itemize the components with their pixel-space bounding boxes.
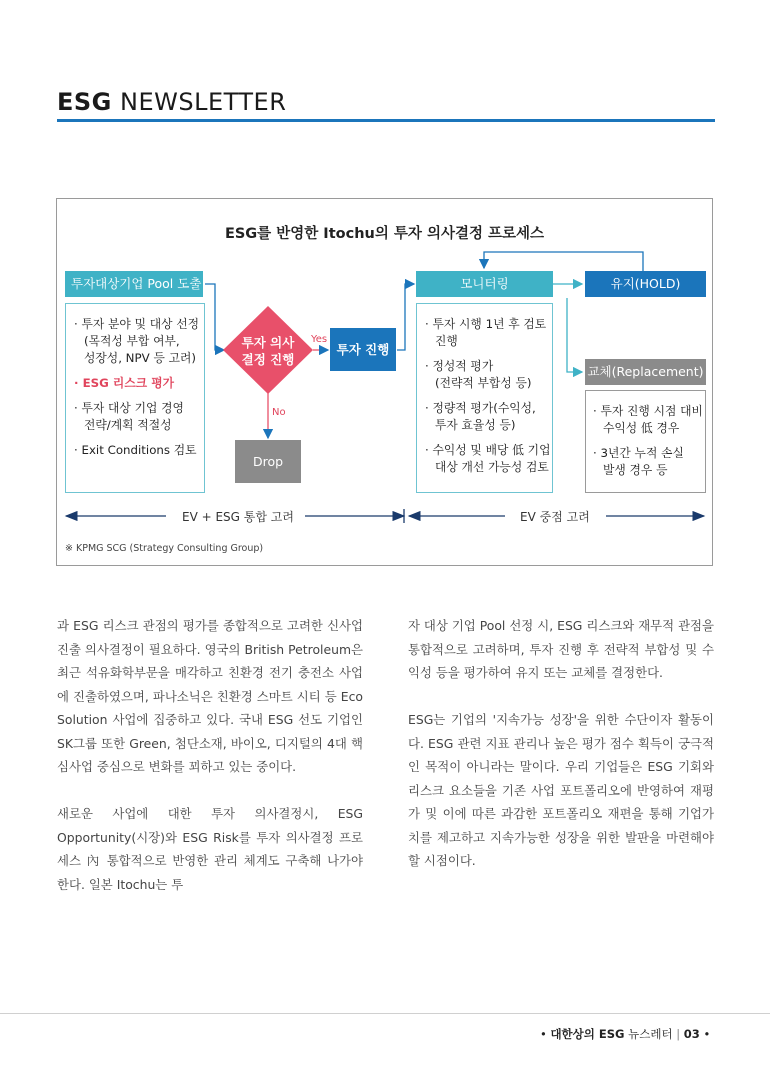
monitoring-item: (전략적 부합성 등) <box>435 376 532 390</box>
pool-item: · Exit Conditions 검토 <box>74 443 197 457</box>
bullet-icon: • <box>540 1027 547 1041</box>
axis-left-label: EV + ESG 통합 고려 <box>176 508 300 525</box>
pool-item: 성장성, NPV 등 고려) <box>84 351 196 365</box>
replace-items <box>593 403 705 479</box>
replace-item: · 투자 진행 시점 대비 <box>593 404 703 418</box>
yes-label: Yes <box>311 334 328 345</box>
figure-source-note: ※ KPMG SCG (Strategy Consulting Group) <box>65 543 264 554</box>
invest-box: 투자 진행 <box>330 328 396 371</box>
monitoring-to-replace-connector <box>567 298 582 372</box>
header-title-bold: ESG <box>57 88 112 116</box>
pool-item: 전략/계획 적절성 <box>84 418 172 432</box>
body-paragraph: 자 대상 기업 Pool 선정 시, ESG 리스크와 재무적 관점을 통합적으로 고려하며, 투자 진행 후 전략적 부합성 및 수익성 등을 평가하여 유지 또는 교체를 결정한다. <box>408 618 714 680</box>
hold-bar: 유지(HOLD) <box>585 271 706 297</box>
replace-item: 수익성 低 경우 <box>603 421 680 435</box>
replace-item: 발생 경우 등 <box>603 463 668 477</box>
pool-item: · 투자 분야 및 대상 선정 <box>74 317 200 331</box>
footer-title: 뉴스레터 <box>628 1027 673 1041</box>
pool-to-decision-connector <box>205 284 224 350</box>
monitoring-item: 투자 효율성 등) <box>435 418 516 432</box>
replace-item: · 3년간 누적 손실 <box>593 446 684 460</box>
replace-bar: 교체(Replacement) <box>585 359 706 385</box>
footer-separator: | <box>676 1027 681 1041</box>
monitoring-item: · 투자 시행 1년 후 검토 <box>425 317 547 331</box>
pool-bar: 투자대상기업 Pool 도출 <box>65 271 203 297</box>
footer-rule <box>0 1013 770 1014</box>
axis-right-label: EV 중점 고려 <box>514 508 596 525</box>
pool-items <box>74 316 206 459</box>
monitoring-item: · 수익성 및 배당 低 기업 <box>425 443 551 457</box>
figure-title: ESG를 반영한 Itochu의 투자 의사결정 프로세스 <box>224 226 545 242</box>
monitoring-item: 대상 개선 가능성 검토 <box>435 460 549 474</box>
pool-item: · 투자 대상 기업 경영 <box>74 401 184 415</box>
monitoring-item: · 정성적 평가 <box>425 359 494 373</box>
page-footer <box>540 1026 710 1042</box>
hold-loop-connector <box>484 252 643 271</box>
page-number: 03 <box>683 1027 700 1041</box>
body-paragraph: 새로운 사업에 대한 투자 의사결정시, ESG Opportunity(시장)와 ESG Risk를 투자 의사결정 프로세스 內 통합적으로 반영한 관리 체계도 구축해 나가야 한다. 일본 Itochu는 투 <box>57 806 363 892</box>
body-left-column <box>57 614 363 920</box>
decision-line2: 결정 진행 <box>241 352 295 367</box>
monitoring-item: · 정량적 평가(수익성, <box>425 401 536 415</box>
invest-to-monitoring-connector <box>397 284 414 350</box>
monitoring-item: 진행 <box>435 334 458 348</box>
pool-item: (목적성 부합 여부, <box>84 334 180 348</box>
monitoring-bar: 모니터링 <box>416 271 553 297</box>
pool-item: · ESG 리스크 평가 <box>74 376 175 390</box>
decision-label <box>228 334 308 368</box>
body-paragraph: 과 ESG 리스크 관점의 평가를 종합적으로 고려한 신사업 진출 의사결정이 필요하다. 영국의 British Petroleum은 최근 석유화학부문을 매각하고 친환경 전기 충전소 사업에 진출하였으며, 파나소닉은 친환경 스마트 시티 등 Eco Solution 사업에 집중하고 있다. 국내 ESG 선도 기업인 SK그룹 또한 Green, 첨단소재, 바이오, 디지털의 4대 핵심사업 중심으로 변화를 꾀하고 있는 중이다. <box>57 618 363 774</box>
body-right-column <box>408 614 714 896</box>
body-paragraph: ESG는 기업의 '지속가능 성장'을 위한 수단이자 활동이다. ESG 관련 지표 관리나 높은 평가 점수 획득이 궁극적인 목적이 아니라는 말이다. 우리 기업들은 ESG 기회와 리스크 요소들을 기존 사업 포트폴리오에 반영하여 재평가 및 이에 따른 과감한 포트폴리오 재편을 통해 기업가치를 제고하고 지속가능한 성장을 위한 발판을 마련해야 할 시점이다. <box>408 712 714 868</box>
footer-brand: 대한상의 ESG <box>550 1027 625 1041</box>
no-label: No <box>272 407 286 418</box>
decision-line1: 투자 의사 <box>241 335 295 350</box>
drop-box: Drop <box>235 440 301 483</box>
header-title-light: NEWSLETTER <box>120 88 287 116</box>
bullet-icon: • <box>703 1027 711 1041</box>
monitoring-items <box>425 316 555 476</box>
